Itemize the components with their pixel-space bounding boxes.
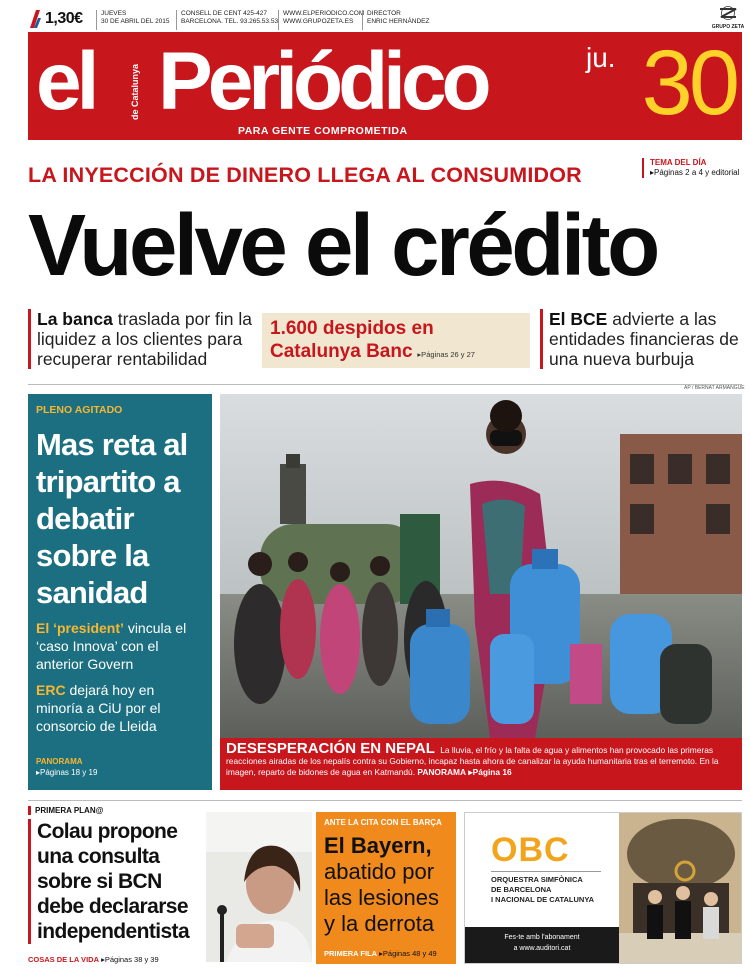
address-line-1: CONSELL DE CENT 425-427 [181,10,267,17]
caption-section: PANORAMA [417,767,467,777]
bayern-section: PRIMERA FILA [324,949,378,958]
day-abbreviation: ju. [586,42,616,73]
subhead-banca-text: traslada por fin la liquidez a los clientes para recuperar rentabilidad [37,309,252,369]
director-block [362,10,429,30]
tema-del-dia[interactable] [642,158,746,178]
divider [28,800,742,801]
caption-title: DESESPERACIÓN EN NEPAL [226,740,435,757]
obc-name-line-1: ORQUESTRA SIMFÒNICA [491,875,583,884]
obc-logo: OBC [491,831,570,869]
tema-pages: ▸Páginas 2 a 4 y editorial [650,168,740,177]
photo-caption[interactable] [220,738,742,790]
subhead-bce-text: advierte a las entidades financieras de una nueva burbuja [549,309,739,369]
logo-subtitle: de Catalunya [130,63,140,120]
price-box [28,6,83,32]
masthead[interactable] [28,32,742,140]
ad-cta-line-1: Fes-te amb l'abonament [504,934,580,941]
bayern-pages: ▸Páginas 48 y 49 [379,949,437,958]
pleno-pages: ▸Páginas 18 y 19 [36,768,98,777]
caption-pages: ▸Página 16 [468,767,512,777]
obc-name-line-2: DE BARCELONA [491,885,552,894]
bayern-story[interactable] [316,812,456,964]
colau-pages: ▸Páginas 38 y 39 [101,955,159,964]
subhead-banca-bold: La banca [37,309,113,329]
bayern-headline-text: abatido por las lesiones y la derrota [324,859,439,936]
bayern-section-ref [324,949,437,958]
colau-story[interactable] [28,806,208,966]
bayern-kicker: ANTE LA CITA CON EL BARÇA [324,818,442,827]
colau-headline: Colau propone una consulta sobre si BCN debe declararse independentista [28,819,208,944]
tagline: PARA GENTE COMPROMETIDA [238,125,408,137]
colau-section-ref [28,955,159,964]
obc-advertisement[interactable] [464,812,742,964]
date-block [96,10,170,30]
group-name: GRUPO ZETA [711,24,745,30]
colau-photo[interactable] [206,812,312,962]
flag-stripes-icon [28,9,42,29]
subhead-catalunya-banc-pages: ▸Páginas 26 y 27 [417,350,475,359]
address-line-2: BARCELONA. TEL. 93.265.53.53 [181,18,279,25]
web-link-1[interactable]: WWW.ELPERIODICO.COM [283,10,365,17]
cover-price: 1,30€ [45,10,83,27]
web-link-2[interactable]: WWW.GRUPOZETA.ES [283,18,354,25]
colau-kicker: PRIMERA PLAN@ [28,806,208,815]
ad-cta-band[interactable] [465,927,619,963]
day-number: 30 [641,32,736,134]
tema-label: TEMA DEL DÍA [650,158,707,167]
subhead-bce-bold: El BCE [549,309,608,329]
top-info-bar [28,6,748,32]
lead-headline[interactable]: Vuelve el crédito [28,197,657,294]
ad-cta-line-2: a www.auditori.cat [513,945,571,952]
pleno-p2-text: dejará hoy en minoría a CiU por el consorcio de Lleida [36,682,161,734]
bayern-headline-bold: El Bayern, [324,833,432,858]
logo-periodico: Periódico [158,36,487,127]
pleno-paragraph-2 [36,681,204,735]
ad-divider [491,871,601,872]
subhead-bce[interactable] [540,309,740,369]
web-block [278,10,364,30]
pleno-p1-bold: El ‘president’ [36,620,124,636]
obc-name-line-3: I NACIONAL DE CATALUNYA [491,895,595,904]
address-block [176,10,278,30]
pleno-p1-text: vincula el ‘caso Innova’ con el anterior Govern [36,620,187,672]
pleno-p2-bold: ERC [36,682,66,698]
director-name: ENRIC HERNÁNDEZ [367,18,430,25]
pleno-paragraph-1 [36,619,204,673]
pleno-section-ref [36,756,97,778]
divider [28,384,742,385]
lead-kicker: LA INYECCIÓN DE DINERO LLEGA AL CONSUMIDOR [28,163,582,187]
date-day: JUEVES [101,10,127,17]
bayern-headline [324,833,448,937]
subhead-catalunya-banc[interactable] [262,313,530,368]
issue-date [586,34,736,134]
nepal-water-scene-image [220,394,742,738]
logo-el: el [36,36,95,127]
zeta-icon [717,6,739,20]
colau-portrait-image [206,812,312,962]
nepal-photo[interactable] [220,394,742,738]
pleno-kicker: PLENO AGITADO [36,404,123,416]
obc-name [491,875,594,905]
pleno-headline: Mas reta al tripartito a debatir sobre la sanidad [36,427,188,610]
date-full: 30 DE ABRIL DEL 2015 [101,18,170,25]
subhead-banca[interactable] [28,309,252,369]
colau-section: COSAS DE LA VIDA [28,955,99,964]
newspaper-logo[interactable] [36,36,576,132]
orchestra-balcony-image [619,813,742,964]
director-label: DIRECTOR [367,10,401,17]
photo-credit: AP / BERNAT ARMANGUE [684,385,745,391]
grupo-zeta-logo [708,6,748,32]
pleno-story[interactable] [28,394,212,790]
pleno-section: PANORAMA [36,757,83,766]
subhead-catalunya-banc-title: 1.600 despidos en Catalunya Banc [270,318,434,362]
caption-text: La lluvia, el frío y la falta de agua y alimentos han provocado las primeras reacciones airadas de los nepalís contra su Gobierno, incapaz hasta ahora de canalizar la ayuda humanitaria tras el terremoto. En la imagen, reparto de bidones de agua en Katmandú. [226,745,719,777]
